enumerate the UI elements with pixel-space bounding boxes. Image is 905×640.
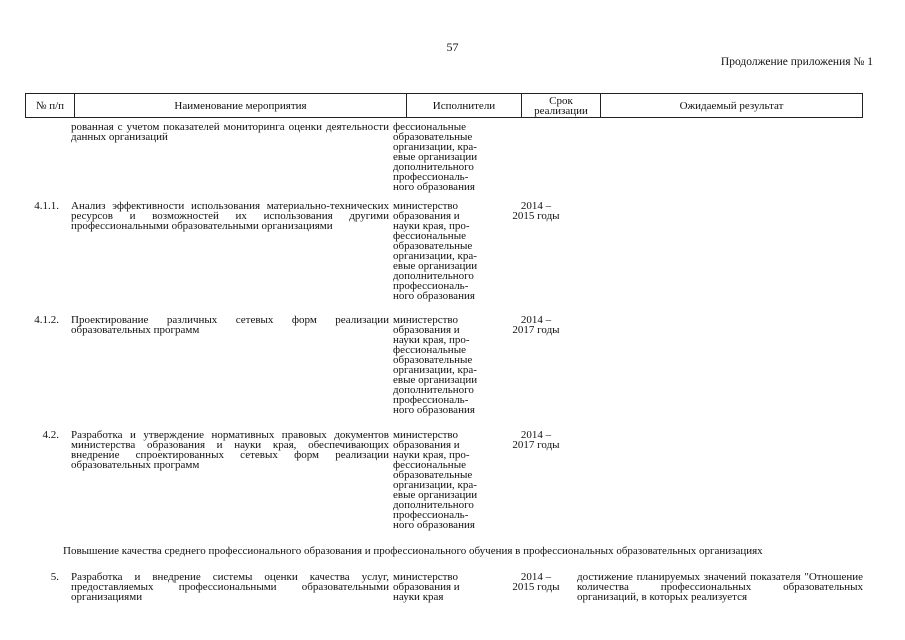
row-2-term xyxy=(501,315,571,335)
row-2-activity: Проектирование различных сетевых форм реализации образовательных программ xyxy=(71,314,389,336)
row-3-exec-line: фессиональные xyxy=(393,459,466,471)
table-header xyxy=(25,93,863,118)
header-term-line1: Срок xyxy=(549,94,573,107)
row-3-term-line2: 2017 годы xyxy=(512,439,560,451)
row-2-executors xyxy=(393,315,496,415)
row-0-exec-line: дополнительного xyxy=(393,161,474,173)
row-0-exec-line: профессиональ- xyxy=(393,171,469,183)
header-term xyxy=(522,94,601,117)
row-3-num: 4.2. xyxy=(42,429,59,441)
row-3-exec-line: организации, кра- xyxy=(393,479,477,491)
row-3-term xyxy=(501,430,571,450)
row-2-exec-line: профессиональ- xyxy=(393,394,469,406)
row-1-exec-line: организации, кра- xyxy=(393,250,477,262)
row-0-exec-line: образовательные xyxy=(393,131,473,143)
row-2-exec-line: образовательные xyxy=(393,354,473,366)
appendix-note: Продолжение приложения № 1 xyxy=(720,56,873,68)
row-3-exec-line: дополнительного xyxy=(393,499,474,511)
row-1-activity: Анализ эффективности использования материально-технических ресурсов и возможностей их использования другими профессиональными образовательными организациями xyxy=(71,200,389,232)
row-0-exec-line: фессиональные xyxy=(393,121,466,133)
row-3-exec-line: профессиональ- xyxy=(393,509,469,521)
row-5-num: 5. xyxy=(50,571,59,583)
row-1-exec-line: дополнительного xyxy=(393,270,474,282)
row-2-term-line1: 2014 – xyxy=(520,314,552,326)
row-1-exec-line: образования и xyxy=(393,210,460,222)
row-5-term xyxy=(501,572,571,592)
header-activity: Наименование мероприятия xyxy=(75,94,407,117)
row-5-executors xyxy=(393,572,496,602)
row-2-exec-line: министерство xyxy=(393,314,459,326)
section-title: Повышение качества среднего профессионального образования и профессионального обучения в профессиональных образовательных организациях xyxy=(63,545,763,557)
row-1-exec-line: министерство xyxy=(393,200,459,212)
row-2-term-line2: 2017 годы xyxy=(512,324,560,336)
row-0-executors xyxy=(393,122,496,192)
row-2-exec-line: фессиональные xyxy=(393,344,466,356)
row-1-exec-line: науки края, про- xyxy=(393,220,470,232)
row-5-result: достижение планируемых значений показателя "Отношение количества профессиональных образовательных организаций, в которых реализуется xyxy=(577,571,863,603)
row-3-activity: Разработка и утверждение нормативных правовых документов министерства образования и науки края, обеспечивающих внедрение спроектированных сетевых форм реализации образовательных программ xyxy=(71,429,389,471)
row-1-term xyxy=(501,201,571,221)
row-5-exec-line: министерство xyxy=(393,571,459,583)
row-0-exec-line: ного образования xyxy=(393,181,475,193)
row-1-exec-line: профессиональ- xyxy=(393,280,469,292)
row-1-exec-line: образовательные xyxy=(393,240,473,252)
row-1-term-line1: 2014 – xyxy=(520,200,552,212)
row-1-exec-line: евые организации xyxy=(393,260,478,272)
row-3-exec-line: образования и xyxy=(393,439,460,451)
row-3-exec-line: евые организации xyxy=(393,489,478,501)
row-0-exec-line: евые организации xyxy=(393,151,478,163)
row-2-exec-line: организации, кра- xyxy=(393,364,477,376)
header-term-line2: реализации xyxy=(534,104,588,117)
row-0-exec-line: организации, кра- xyxy=(393,141,477,153)
row-5-term-line2: 2015 годы xyxy=(512,581,560,593)
row-3-exec-line: образовательные xyxy=(393,469,473,481)
row-5-term-line1: 2014 – xyxy=(520,571,552,583)
row-0-activity: рованная с учетом показателей мониторинга оценки деятельности данных организаций xyxy=(71,121,389,143)
row-3-exec-line: министерство xyxy=(393,429,459,441)
row-1-executors xyxy=(393,201,496,301)
header-result: Ожидаемый результат xyxy=(679,99,784,112)
row-2-exec-line: науки края, про- xyxy=(393,334,470,346)
row-1-term-line2: 2015 годы xyxy=(512,210,560,222)
row-3-exec-line: науки края, про- xyxy=(393,449,470,461)
row-5-activity: Разработка и внедрение системы оценки качества услуг, предоставляемых профессиональными образовательными организациями xyxy=(71,571,389,603)
row-3-executors xyxy=(393,430,496,530)
row-5-exec-line: образования и xyxy=(393,581,460,593)
row-5-exec-line: науки края xyxy=(393,591,444,603)
row-2-exec-line: евые организации xyxy=(393,374,478,386)
row-1-num: 4.1.1. xyxy=(34,200,59,212)
row-1-exec-line: фессиональные xyxy=(393,230,466,242)
row-3-term-line1: 2014 – xyxy=(520,429,552,441)
row-2-num: 4.1.2. xyxy=(34,314,59,326)
row-2-exec-line: ного образования xyxy=(393,404,475,416)
row-2-exec-line: образования и xyxy=(393,324,460,336)
header-executors: Исполнители xyxy=(407,94,522,117)
row-2-exec-line: дополнительного xyxy=(393,384,474,396)
page-number: 57 xyxy=(446,40,459,54)
row-1-exec-line: ного образования xyxy=(393,290,475,302)
header-num: № п/п xyxy=(26,94,75,117)
row-3-exec-line: ного образования xyxy=(393,519,475,531)
